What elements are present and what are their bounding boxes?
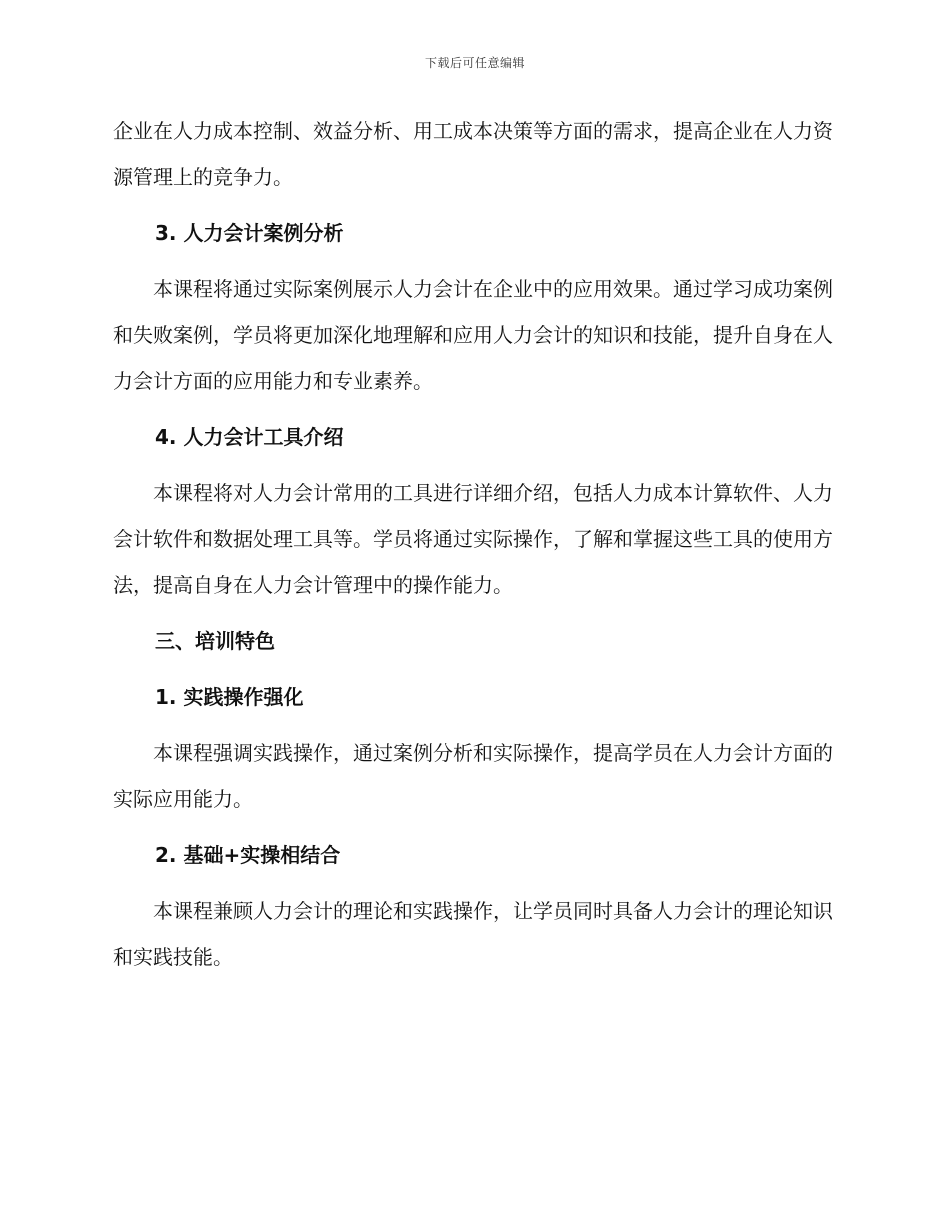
header-note: 下载后可任意编辑 — [424, 56, 525, 70]
paragraph-intro-continued: 企业在人力成本控制、效益分析、用工成本决策等方面的需求，提高企业在人力资源管理上的竞争力。 — [113, 119, 833, 189]
document-body — [113, 108, 833, 990]
heading-case-analysis: 3. 人力会计案例分析 — [155, 221, 344, 245]
paragraph-tools-intro: 本课程将对人力会计常用的工具进行详细介绍，包括人力成本计算软件、人力会计软件和数据处理工具等。学员将通过实际操作，了解和掌握这些工具的使用方法，提高自身在人力会计管理中的操作能力。 — [113, 481, 833, 597]
paragraph-case-analysis: 本课程将通过实际案例展示人力会计在企业中的应用效果。通过学习成功案例和失败案例，学员将更加深化地理解和应用人力会计的知识和技能，提升自身在人力会计方面的应用能力和专业素养。 — [113, 277, 833, 393]
heading-theory-practice: 2. 基础+实操相结合 — [155, 843, 341, 867]
paragraph-theory-practice: 本课程兼顾人力会计的理论和实践操作，让学员同时具备人力会计的理论知识和实践技能。 — [113, 899, 833, 969]
heading-training-features: 三、培训特色 — [155, 629, 275, 653]
heading-practice-reinforcement: 1. 实践操作强化 — [155, 685, 304, 709]
paragraph-practice-reinforcement: 本课程强调实践操作，通过案例分析和实际操作，提高学员在人力会计方面的实际应用能力。 — [113, 741, 833, 811]
heading-tools-intro: 4. 人力会计工具介绍 — [155, 425, 344, 449]
